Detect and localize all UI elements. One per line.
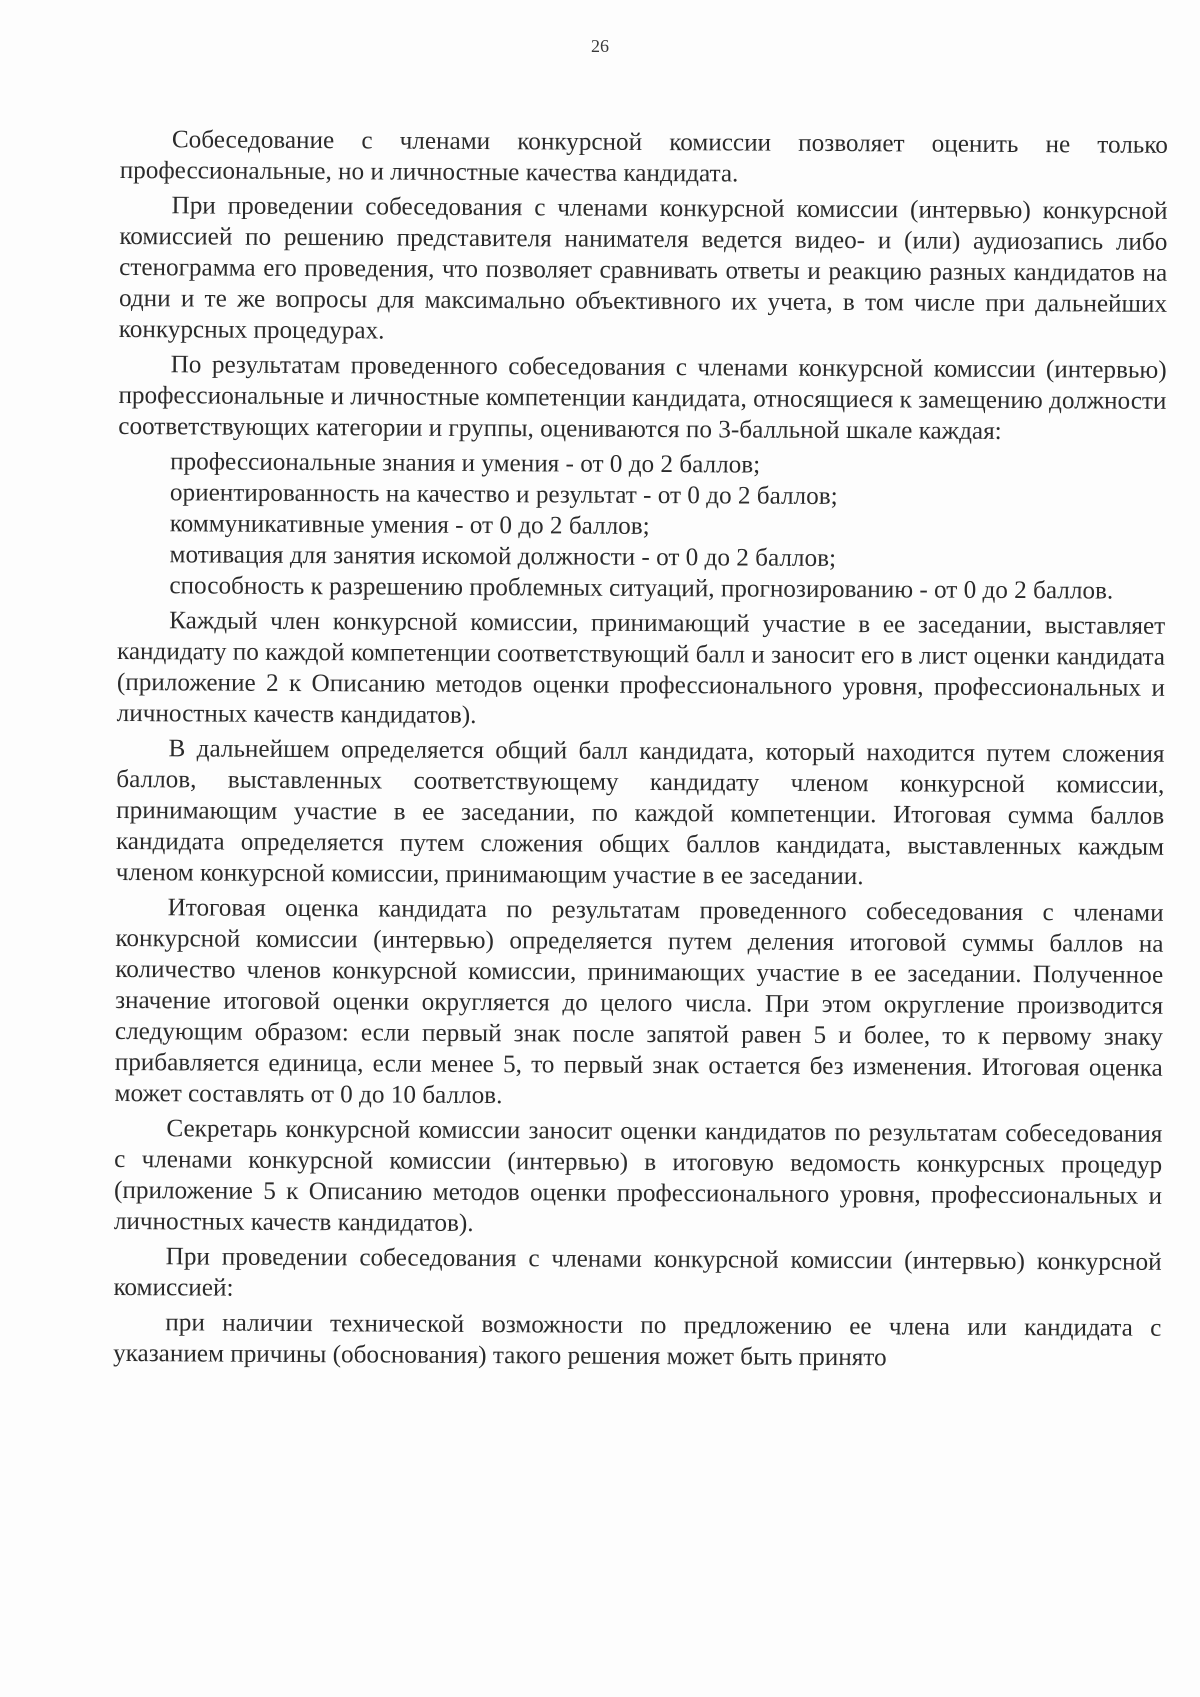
paragraph-secretary: Секретарь конкурсной комиссии заносит оценки кандидатов по результатам собеседования с членами конкурсной комиссии (интервью) в итоговую ведомость конкурсных процедур (приложение 5 к Описанию методов оценки профессионального уровня, профессиональных и личностных качеств кандидатов).	[113, 1115, 1163, 1237]
competency-item: способность к разрешению проблемных ситуаций, прогнозированию - от 0 до 2 баллов.	[169, 572, 1114, 605]
page-number: 26	[591, 36, 609, 56]
paragraph-interview-purpose: Собеседование с членами конкурсной комиссии позволяет оценить не только профессиональные, но и личностные качества кандидата.	[119, 126, 1168, 188]
competency-list	[117, 446, 1166, 607]
paragraph-technical-possibility: при наличии технической возможности по предложению ее члена или кандидата с указанием причины (обоснования) такого решения может быть принято	[113, 1309, 1162, 1372]
paragraph-recording: При проведении собеседования с членами конкурсной комиссии (интервью) конкурсной комиссией по решению представителя нанимателя ведется видео- и (или) аудиозапись либо стенограмма его проведения, что позволяет сравнивать ответы и реакцию разных кандидатов на одни и те же вопросы для максимально объективного их учета, в том числе при дальнейших конкурсных процедурах.	[118, 192, 1168, 345]
paragraph-scoring-scale: По результатам проведенного собеседования с членами конкурсной комиссии (интервью) профессиональные и личностные компетенции кандидата, относящиеся к замещению должности соответствующих категории и группы, оцениваются по 3-балльной шкале каждая:	[118, 351, 1167, 445]
paragraph-final-assessment: Итоговая оценка кандидата по результатам проведенного собеседования с членами конкурсной комиссии (интервью) определяется путем деления итоговой суммы баллов на количество членов конкурсной комиссии, принимающих участие в ее заседании. Полученное значение итоговой оценки округляется до целого числа. При этом округление производится следующим образом: если первый знак после запятой равен 5 и более, то к первому знаку прибавляется единица, если менее 5, то первый знак остается без изменения. Итоговая оценка может составлять от 0 до 10 баллов.	[114, 894, 1164, 1110]
paragraph-total-score: В дальнейшем определяется общий балл кандидата, который находится путем сложения баллов, выставленных соответствующему кандидату членом конкурсной комиссии, принимающим участие в ее заседании, по каждой компетенции. Итоговая сумма баллов кандидата определяется путем сложения общих баллов кандидата, выставленных каждым членом конкурсной комиссии, принимающим участие в ее заседании.	[115, 735, 1165, 891]
document-body	[113, 124, 1168, 1375]
competency-item: мотивация для занятия искомой должности - от 0 до 2 баллов;	[169, 541, 837, 573]
competency-item: коммуникативные умения - от 0 до 2 баллов;	[169, 510, 650, 540]
competency-item: ориентированность на качество и результат - от 0 до 2 баллов;	[169, 479, 838, 511]
paragraph-evaluation-sheet: Каждый член конкурсной комиссии, принимающий участие в ее заседании, выставляет кандидату по каждой компетенции соответствующий балл и заносит его в лист оценки кандидата (приложение 2 к Описанию методов оценки профессионального уровня, профессиональных и личностных качеств кандидатов).	[116, 607, 1166, 729]
competency-item: профессиональные знания и умения - от 0 до 2 баллов;	[170, 448, 761, 479]
paragraph-commission-actions: При проведении собеседования с членами конкурсной комиссии (интервью) конкурсной комиссией:	[113, 1243, 1162, 1302]
